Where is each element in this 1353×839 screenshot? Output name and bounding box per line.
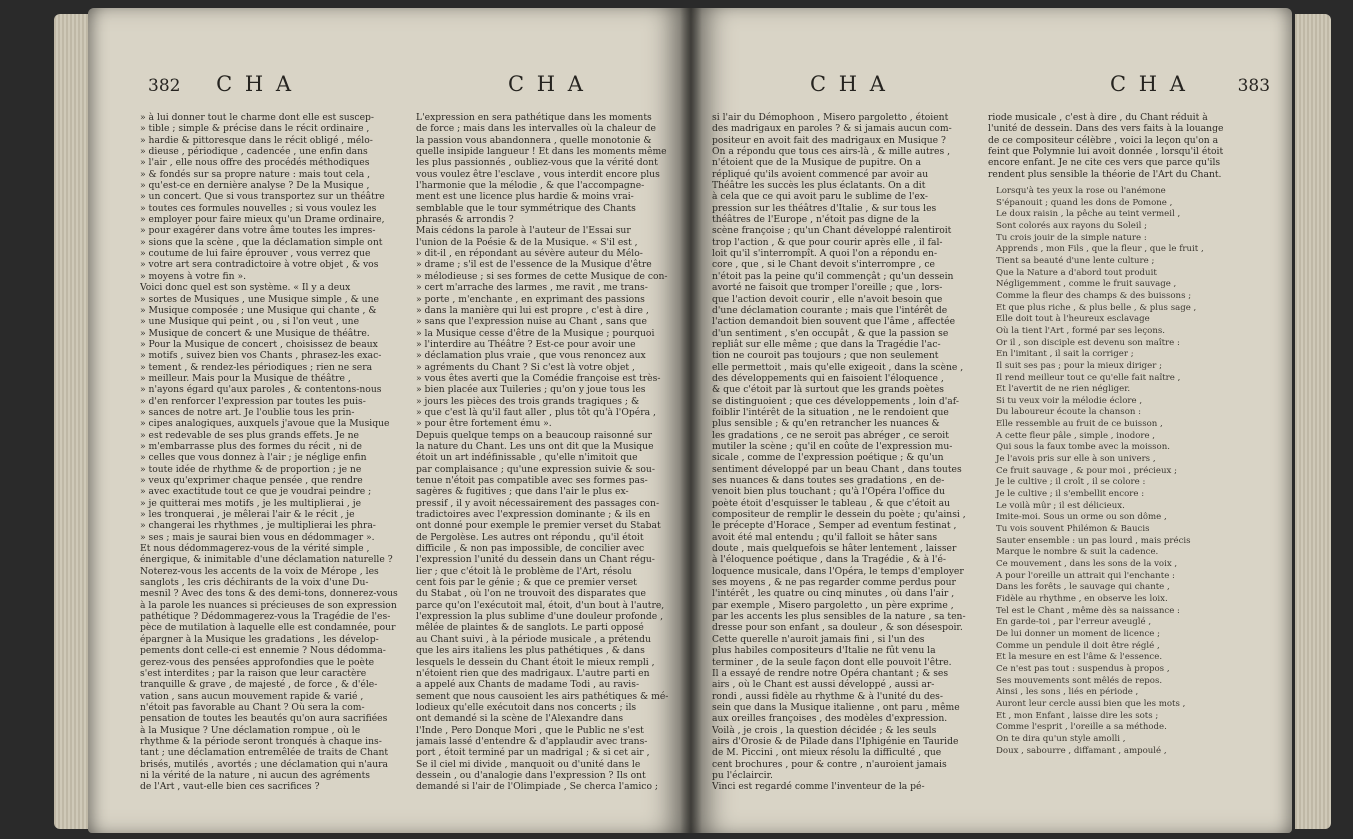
- text-line: quelle insipide langueur ! Et dans les moments même: [416, 146, 667, 158]
- left-page-edges: [54, 14, 90, 829]
- verse-line: Comme l'esprit , l'oreille a sa méthode.: [996, 722, 1167, 733]
- text-line: jamais lassé d'entendre & d'applaudir avec trans-: [416, 735, 648, 747]
- text-line: ment est une licence plus hardie & moins vrai-: [416, 191, 634, 203]
- text-line: rendent plus sensible la théorie de l'Art du Chant.: [988, 168, 1222, 180]
- text-line: » m'embarrasse plus des formes du récit , ni de: [140, 440, 362, 452]
- text-line: » un concert. Que si vous transportez sur un théâtre: [140, 191, 385, 203]
- text-line: gerez-vous des pensées approfondies que le poète: [140, 656, 375, 668]
- text-line: théâtres de l'Europe , n'étoit pas digne de la: [712, 214, 920, 226]
- left-column-1: [140, 112, 404, 793]
- verse-line: En garde-toi , par l'erreur aveuglé ,: [996, 617, 1152, 628]
- text-line: si l'air du Démophoon , Misero pargoletto , étoient: [712, 112, 949, 123]
- text-line: venoit bien plus touchant ; qu'à l'Opéra l'office du: [712, 486, 945, 498]
- text-line: avorté ne faisoit que tromper l'oreille ; que , lors-: [712, 282, 943, 294]
- text-line: » meilleur. Mais pour la Musique de théâtre ,: [140, 372, 351, 384]
- text-line: pensation de toutes les beautés qu'on aura sacrifiées: [140, 713, 388, 725]
- text-line: feint que Polymnie lui avoit donnée , lorsqu'il étoit: [988, 146, 1224, 158]
- text-line: rondi , aussi fidèle au rhythme & à l'unité du des-: [712, 690, 943, 702]
- text-line: Se il ciel mi divide , manquoit ou d'unité dans le: [416, 758, 641, 770]
- verse-line: Elle doit tout à l'heureux esclavage: [996, 314, 1150, 325]
- text-line: n'étoient rien que des madrigaux. L'autre parti en: [416, 667, 650, 679]
- text-line: se distinguoient ; que ces développements , loin d'af-: [712, 395, 959, 407]
- text-line: » hardie & pittoresque dans le récit obligé , mélo-: [140, 134, 373, 146]
- text-line: tant ; une déclamation entremêlée de traits de Chant: [140, 747, 389, 759]
- text-line: » avec exactitude tout ce que je voudrai peindre ;: [140, 486, 372, 498]
- text-line: riode musicale , c'est à dire , du Chant réduit à: [988, 112, 1208, 123]
- verse-line: Marque le nombre & suit la cadence.: [996, 547, 1159, 558]
- text-line: » moyens à votre fin ».: [140, 270, 247, 282]
- verse-line: Je le cultive ; il croît , il se colore :: [996, 477, 1146, 488]
- verse-line: Ce n'est pas tout : suspendus à propos ,: [996, 663, 1170, 674]
- text-line: » vous êtes averti que la Comédie françoise est très-: [416, 372, 661, 384]
- text-line: des développements qui en faisoient l'éloquence ,: [712, 372, 944, 384]
- text-line: poète étoit d'esquisser le tableau , & que c'étoit au: [712, 497, 950, 509]
- text-line: » Musique composée ; une Musique qui chante , &: [140, 304, 377, 316]
- text-line: » mélodieuse ; si ses formes de cette Musique de con-: [416, 270, 668, 282]
- verse-line: Or il , son disciple est devenu son maître :: [996, 337, 1180, 348]
- text-line: core , que , si le Chant devoit s'interrompre , ce: [712, 259, 935, 271]
- text-line: Théâtre les succès les plus éclatants. On a dit: [712, 180, 926, 192]
- open-book: [40, 0, 1325, 839]
- text-line: brisés, mutilés , avortés ; une déclamation qui n'aura: [140, 758, 389, 770]
- verse-line: Comme la fleur des champs & des buissons ;: [996, 290, 1192, 301]
- text-line: tradictoires avec l'expression dominante ; & ils en: [416, 509, 651, 521]
- text-line: » porte , m'enchante , en exprimant des passions: [416, 293, 645, 305]
- text-line: de M. Piccini , ont mieux résolu la difficulté , que: [712, 747, 942, 759]
- text-line: » & fondés sur sa propre nature : mais tout cela ,: [140, 168, 371, 180]
- verse-line: Apprends , mon Fils , que la fleur , que le fruit ,: [996, 244, 1204, 255]
- text-line: airs , où le Chant est aussi développé , aussi ar-: [712, 679, 935, 691]
- text-line: Voici donc quel est son système. « Il y a deux: [140, 282, 351, 294]
- text-line: ont donné pour exemple le premier verset du Stabat: [416, 520, 661, 532]
- text-line: les plus passionnés , oubliez-vous que la vérité dont: [416, 157, 658, 169]
- text-line: n'étoit pas favorable au Chant ? Où sera la com-: [140, 701, 365, 713]
- text-line: » est redevable de ses plus grands effets. Je ne: [140, 429, 359, 441]
- verse-line: Et , mon Enfant , laisse dire les sots ;: [996, 710, 1159, 721]
- verse-line: De lui donner un moment de licence ;: [996, 628, 1160, 639]
- text-line: » bien placée aux Tuileries ; qu'on y joue tous les: [416, 384, 646, 396]
- text-line: l'Inde , Pero Donque Mori , que le Public ne s'est: [416, 724, 644, 736]
- text-line: plus habiles compositeurs d'Italie ne fût venu la: [712, 645, 936, 657]
- verse-line: Ainsi , les sons , liés en période ,: [996, 687, 1139, 698]
- text-line: de Pergolèse. Les autres ont répondu , qu'il étoit: [416, 531, 644, 543]
- text-line: » je quitterai mes motifs , je les multiplierai , je: [140, 497, 362, 509]
- text-line: loit qu'il s'interrompît. A quoi l'on a répondu en-: [712, 248, 938, 260]
- text-line: pèce de mutilation à laquelle elle est condamnée, pour: [140, 622, 396, 634]
- text-line: » tement , & rendez-les périodiques ; rien ne sera: [140, 361, 373, 373]
- text-line: avoit été mal entendu ; qu'il falloit se hâter sans: [712, 531, 938, 543]
- text-line: à la Musique ? Une déclamation rompue , où le: [140, 724, 361, 736]
- text-line: terminer , de la seule façon dont elle pouvoit l'être.: [712, 656, 952, 668]
- text-line: » n'ayons égard qu'aux paroles , & contentons-nous: [140, 384, 382, 396]
- text-line: dresse pour son enfant , sa douleur , & son désespoir.: [712, 622, 963, 634]
- text-line: parce qu'on l'exécutoit mal, étoit, d'un bout à l'autre,: [416, 599, 665, 611]
- right-column-2-intro: [988, 112, 1262, 180]
- verse-line: Fidèle au rhythme , en observe les loix.: [996, 593, 1168, 604]
- verse-line: Qui sous la faux tombe avec la moisson.: [996, 442, 1170, 453]
- left-running-head-2-text: C H A: [508, 72, 586, 96]
- verse-line: Je le cultive ; il s'embellit encore :: [996, 489, 1145, 500]
- text-line: L'expression en sera pathétique dans les moments: [416, 112, 652, 123]
- text-line: Mais cédons la parole à l'auteur de l'Essai sur: [416, 225, 631, 237]
- text-line: de l'Art , vaut-elle bien ces sacrifices ?: [140, 781, 320, 793]
- text-line: Cette querelle n'auroit jamais fini , si l'un des: [712, 633, 925, 645]
- text-line: airs d'Orosie & de Pilade dans l'Iphigénie en Tauride: [712, 735, 959, 747]
- text-line: » changerai les rhythmes , je multiplierai les phra-: [140, 520, 376, 532]
- right-page-header: [1110, 72, 1270, 112]
- text-line: semblable que le tour symmétrique des Chants: [416, 202, 636, 214]
- text-line: » sions que la scène , que la déclamation simple ont: [140, 236, 383, 248]
- left-running-head: C H A: [216, 72, 295, 96]
- text-line: » Pour la Musique de concert , choisissez de beaux: [140, 338, 378, 350]
- text-line: vation , sans aucun mouvement rapide & varié ,: [140, 690, 364, 702]
- text-line: » tible ; simple & précise dans le récit ordinaire ,: [140, 123, 370, 135]
- text-line: Depuis quelque temps on a beaucoup raisonné sur: [416, 429, 653, 441]
- text-line: de ce compositeur célèbre , voici la leçon qu'on a: [988, 134, 1219, 146]
- text-line: les gradations , ce ne seroit pas abréger , ce seroit: [712, 429, 949, 441]
- text-line: On a répondu que tous ces airs-là , & mille autres ,: [712, 146, 951, 158]
- text-line: la passion vous abandonnera , quelle monotonie &: [416, 134, 652, 146]
- text-line: doute , mais quelquefois se hâter lentement , laisser: [712, 543, 957, 555]
- text-line: port , étoit terminé par un madrigal ; & si cet air ,: [416, 747, 650, 759]
- text-line: » dans la manière qui lui est propre , c'est à dire ,: [416, 304, 649, 316]
- text-line: par complaisance ; qu'une expression suivie & sou-: [416, 463, 655, 475]
- verse-line: Auront leur cercle aussi bien que les mots ,: [996, 698, 1186, 709]
- verse-line: Le doux raisin , la pêche au teint vermeil ,: [996, 209, 1181, 220]
- text-line: » dit-il , en répondant au sévère auteur du Mélo-: [416, 248, 643, 260]
- text-line: » une Musique qui peint , ou , si l'on veut , une: [140, 316, 360, 328]
- text-line: Voilà , je crois , la question décidée ; & les seuls: [712, 724, 937, 736]
- text-line: phrasés & arrondis ?: [416, 214, 514, 226]
- verse-line: Doux , sabourre , diffamant , ampoulé ,: [996, 745, 1167, 756]
- verse-line: Où la tient l'Art , formé par ses leçons.: [996, 325, 1166, 336]
- verse-line: Dans les forêts , le sauvage qui chante ,: [996, 582, 1170, 593]
- text-line: des madrigaux en paroles ? & si jamais aucun com-: [712, 123, 952, 135]
- text-line: lodieux qu'elle exécutoit dans nos concerts ; ils: [416, 701, 637, 713]
- text-line: » dieuse , périodique , cadencée , une enfin dans: [140, 146, 368, 158]
- text-line: » jours les pièces des trois grands tragiques ; &: [416, 395, 640, 407]
- verse-line: Ses mouvements sont mêlés de repos.: [996, 675, 1163, 686]
- verse-line: Sont colorés aux rayons du Soleil ;: [996, 220, 1147, 231]
- text-line: » pour exagérer dans votre âme toutes les impres-: [140, 225, 376, 237]
- text-line: cent brochures , pour & contre , n'auroient jamais: [712, 758, 947, 770]
- text-line: l'unité de dessein. Dans des vers faits à la louange: [988, 123, 1224, 135]
- verse-line: Il suit ses pas ; pour la mieux diriger ;: [996, 360, 1162, 371]
- verse-line: Tel est le Chant , même dès sa naissance :: [996, 605, 1180, 616]
- text-line: » coutume de lui faire éprouver , vous verrez que: [140, 248, 371, 260]
- text-line: du Stabat , où l'on ne trouvoit des disparates que: [416, 588, 646, 600]
- text-line: encore enfant. Je ne cite ces vers que parce qu'ils: [988, 157, 1221, 169]
- text-line: dessein , ou d'analogie dans l'expression ? Ils ont: [416, 769, 646, 781]
- text-line: rhythme & la période seront tronqués à chaque ins-: [140, 735, 382, 747]
- text-line: » sans que l'expression nuise au Chant , sans que: [416, 316, 647, 328]
- verse-line: Et l'avertit de ne rien négliger.: [996, 384, 1131, 395]
- text-line: positeur en avoit fait des madrigaux en Musique ?: [712, 134, 946, 146]
- text-line: » les tronquerai , je mêlerai l'air & le récit , je: [140, 509, 355, 521]
- text-line: » d'en renforcer l'expression par toutes les puis-: [140, 395, 366, 407]
- verse-line: Sauter ensemble : un pas lourd , mais précis: [996, 535, 1191, 546]
- right-running-head-2: C H A: [1110, 72, 1188, 96]
- text-line: Vinci est regardé comme l'inventeur de la pé-: [712, 781, 925, 793]
- text-line: sicale , comme de l'expression poétique ; & qu'un: [712, 452, 944, 464]
- left-running-head-2: [508, 72, 586, 112]
- text-line: » pour être fortement ému ».: [416, 418, 552, 430]
- text-line: » ses ; mais je saurai bien vous en dédommager ».: [140, 531, 375, 543]
- text-line: s'est interdites ; par la raison que leur caractère: [140, 667, 367, 679]
- text-line: lesquels le dessein du Chant étoit le mieux rempli ,: [416, 656, 655, 668]
- text-line: répliqué qu'ils avoient commencé par avoir au: [712, 168, 929, 180]
- text-line: lier ; que c'étoit là le problème de l'Art, résolu: [416, 565, 632, 577]
- text-line: n'étoient que de la Musique de pupitre. On a: [712, 157, 921, 169]
- text-line: tion ne couroit pas toujours ; que non seulement: [712, 350, 939, 362]
- verse-line: A cette fleur pâle , simple , inodore ,: [996, 430, 1156, 441]
- text-line: Noterez-vous les accents de la voix de Mérope , les: [140, 565, 379, 577]
- text-line: sentiment développé par un beau Chant , dans toutes: [712, 463, 962, 475]
- text-line: mesnil ? Avec des tons & des demi-tons, donnerez-vous: [140, 588, 398, 600]
- text-line: l'harmonie que la mélodie , & que l'accompagne-: [416, 180, 645, 192]
- text-line: elle permettoit , mais qu'elle exigeoit , dans la scène ,: [712, 361, 964, 373]
- text-line: » cipes analogiques, auxquels j'avoue que la Musique: [140, 418, 390, 430]
- left-page-number: 382: [148, 76, 181, 96]
- right-page-number: 383: [1237, 76, 1271, 96]
- text-line: étoit un art indéfinissable , qu'elle n'imitoit que: [416, 452, 638, 464]
- text-line: » que c'est là qu'il faut aller , plus tôt qu'à l'Opéra ,: [416, 406, 656, 418]
- text-line: de force ; mais dans les intervalles où la chaleur de: [416, 123, 656, 135]
- text-line: pressif , il y avoit nécessairement des passages con-: [416, 497, 660, 509]
- left-column-2: [416, 112, 674, 793]
- verse-line: Si tu veux voir la mélodie éclore ,: [996, 395, 1143, 406]
- text-line: l'union de la Poésie & de la Musique. « S'il est ,: [416, 236, 638, 248]
- text-line: » l'interdire au Théâtre ? Est-ce pour avoir une: [416, 338, 636, 350]
- text-line: sanglots , les cris déchirants de la voix d'une Du-: [140, 577, 369, 589]
- text-line: mutiler la scène ; qu'il en coûte de l'expression mu-: [712, 440, 953, 452]
- text-line: plus sensible ; & qu'en retrancher les nuances &: [712, 418, 940, 430]
- text-line: ont demandé si la scène de l'Alexandre dans: [416, 713, 624, 725]
- text-line: & que c'étoit par là surtout que les grands poètes: [712, 384, 944, 396]
- text-line: » votre art sera contradictoire à votre objet , & vos: [140, 259, 379, 271]
- text-line: loquence musicale, dans l'Opéra, le temps d'employer: [712, 565, 964, 577]
- right-running-head-text: C H A: [810, 72, 888, 96]
- right-running-head: [810, 72, 888, 112]
- verse-line: Imite-moi. Sous un orme ou son dôme ,: [996, 512, 1167, 523]
- verse-line: S'épanouit ; quand les dons de Pomone ,: [996, 197, 1173, 208]
- text-line: sein que dans la Musique italienne , ont paru , même: [712, 701, 960, 713]
- verse-line: Tu vois souvent Philémon & Baucis: [996, 524, 1150, 535]
- text-line: repliât sur elle même ; que dans la Tragédie l'ac-: [712, 338, 941, 350]
- verse-line: Elle ressemble au fruit de ce buisson ,: [996, 419, 1163, 430]
- verse-line: Du laboureur écoute la chanson :: [996, 407, 1142, 418]
- text-line: » toute idée de rhythme & de proportion ; je ne: [140, 463, 362, 475]
- text-line: que l'action devoit courir , elle n'avoit besoin que: [712, 293, 943, 305]
- text-line: tranquille & grave , de majesté , de force , & d'éle-: [140, 679, 378, 691]
- text-line: mêlée de plaintes & de sanglots. Le parti opposé: [416, 622, 644, 634]
- text-line: n'étoit pas la peine qu'il commençât ; qu'un dessein: [712, 270, 954, 282]
- text-line: vous voulez être l'esclave , vous interdit encore plus: [416, 168, 660, 180]
- text-line: par les accents les plus sensibles de la nature , sa ten-: [712, 611, 966, 623]
- text-line: épargner à la Musique les gradations , les dévelop-: [140, 633, 379, 645]
- text-line: » qu'est-ce en dernière analyse ? De la Musique ,: [140, 180, 370, 192]
- text-line: pu l'éclaircir.: [712, 769, 773, 781]
- right-page-edges: [1295, 14, 1331, 829]
- text-line: aux oreilles françoises , des modèles d'expression.: [712, 713, 948, 725]
- verse-line: Lorsqu'à tes yeux la rose ou l'anémone: [996, 186, 1166, 196]
- text-line: » employer pour faire mieux qu'un Drame ordinaire,: [140, 214, 385, 226]
- text-line: tenue n'étoit pas compatible avec ses formes pas-: [416, 475, 648, 486]
- verse-line: A pour l'oreille un attrait qui l'enchante :: [996, 570, 1175, 581]
- text-line: au Chant suivi , à la période musicale , a prétendu: [416, 633, 651, 645]
- text-line: l'action demandoit bien souvent que l'âme , affectée: [712, 316, 956, 328]
- text-line: à l'éloquence poétique , dans la Tragédie , & à l'é-: [712, 554, 946, 566]
- text-line: à cela que ce qui avoit paru le sublime de l'ex-: [712, 191, 928, 203]
- text-line: que les airs italiens les plus pathétiques , & dans: [416, 645, 645, 657]
- text-line: trop l'action , & que pour courir après elle , il fal-: [712, 236, 943, 248]
- text-line: difficile , & non pas impossible, de concilier avec: [416, 543, 645, 555]
- text-line: à la parole les nuances si précieuses de son expression: [140, 599, 397, 611]
- text-line: le précepte d'Horace , Semper ad eventum festinat ,: [712, 520, 957, 532]
- text-line: Et nous dédommagerez-vous de la vérité simple ,: [140, 543, 370, 555]
- verse-line: Il rend meilleur tout ce qu'elle fait naître ,: [996, 372, 1181, 383]
- right-column-1: [712, 112, 974, 793]
- text-line: » sortes de Musiques , une Musique simple , & une: [140, 293, 379, 305]
- verse-line: Que la Nature a d'abord tout produit: [996, 267, 1157, 278]
- verse-line: Le voilà mûr ; il est délicieux.: [996, 500, 1125, 511]
- text-line: l'expression l'unité du dessein dans un Chant régu-: [416, 554, 655, 566]
- text-line: » sances de notre art. Je l'oublie tous les prin-: [140, 406, 355, 418]
- text-line: sagères & fugitives ; que dans l'air le plus ex-: [416, 486, 629, 498]
- text-line: ses moyens , & ne pas regarder comme perdus pour: [712, 577, 956, 589]
- text-line: l'intérêt , les quatre ou cinq minutes , où dans l'air ,: [712, 588, 955, 600]
- text-line: d'un sentiment , s'en occupât , & que la passion se: [712, 327, 949, 339]
- left-page: [88, 8, 690, 833]
- text-line: l'expression la plus sublime d'une douleur profonde ,: [416, 611, 664, 623]
- text-line: par exemple , Misero pargoletto , un père exprime ,: [712, 599, 954, 611]
- text-line: » Musique de concert & une Musique de théâtre.: [140, 327, 370, 339]
- verse-line: Ce fruit sauvage , & pour moi , précieux ;: [996, 465, 1178, 476]
- verse-line: Et la mesure en est l'âme & l'essence.: [996, 652, 1163, 663]
- text-line: » agréments du Chant ? Si c'est là votre objet ,: [416, 361, 635, 373]
- text-line: compositeur de remplir le dessein du poète ; qu'ainsi ,: [712, 509, 966, 521]
- text-line: » déclamation plus vraie , que vous renoncez aux: [416, 350, 646, 362]
- text-line: pements dont celle-ci est ennemie ? Nous dédomma-: [140, 645, 386, 657]
- left-page-header: [148, 72, 294, 112]
- text-line: » à lui donner tout le charme dont elle est suscep-: [140, 112, 374, 123]
- text-line: ni la vérité de la nature , ni aucun des agréments: [140, 769, 370, 781]
- text-line: » toutes ces formules nouvelles ; si vous voulez les: [140, 202, 377, 214]
- text-line: ses nuances & dans toutes ses gradations , en de-: [712, 475, 945, 486]
- text-line: cent fois par le génie ; & que ce premier verset: [416, 577, 637, 589]
- text-line: sement que nous causoient les airs pathétiques & mé-: [416, 690, 669, 702]
- verse-line: On te dira qu'un style amolli ,: [996, 733, 1126, 744]
- text-line: » drame ; s'il est de l'essence de la Musique d'être: [416, 259, 652, 271]
- text-line: a appelé aux Chants de madame Todi , au ravis-: [416, 679, 640, 691]
- right-page: [690, 8, 1292, 833]
- text-line: » motifs , suivez bien vos Chants , phrasez-les exac-: [140, 350, 382, 362]
- text-line: d'une déclamation courante ; mais que l'intérêt de: [712, 304, 948, 316]
- text-line: » cert m'arrache des larmes , me ravit , me trans-: [416, 282, 648, 294]
- right-column-2-verses: [996, 186, 1262, 757]
- text-line: Il a essayé de rendre notre Opéra chantant ; & ses: [712, 667, 949, 679]
- text-line: » veux qu'exprimer chaque pensée , que rendre: [140, 475, 363, 486]
- text-line: demandé si l'air de l'Olimpiade , Se cherca l'amico ;: [416, 781, 659, 793]
- verse-line: Ce mouvement , dans les sons de la voix ,: [996, 559, 1178, 569]
- text-line: » celles que vous donnez à l'air ; je néglige enfin: [140, 452, 367, 464]
- book-gutter: [680, 8, 702, 833]
- text-line: la nature du Chant. Les uns ont dit que la Musique: [416, 440, 654, 452]
- verse-line: Je l'avois pris sur elle à son univers ,: [996, 454, 1156, 465]
- text-line: » l'air , elle nous offre des procédés méthodiques: [140, 157, 370, 169]
- verse-line: Et que plus riche , & plus belle , & plus sage ,: [996, 302, 1197, 313]
- text-line: pression sur les théâtres d'Italie , & sur tous les: [712, 202, 937, 214]
- text-line: » la Musique cesse d'être de la Musique ; pourquoi: [416, 327, 655, 339]
- verse-line: Négligemment , comme le fruit sauvage ,: [996, 279, 1177, 290]
- verse-line: Tu crois jouir de la simple nature :: [996, 232, 1147, 243]
- text-line: énergique, & inimitable d'une déclamation naturelle ?: [140, 554, 393, 566]
- text-line: scène françoise ; qu'un Chant développé ralentiroit: [712, 225, 952, 237]
- verse-line: En l'imitant , il sait la corriger ;: [996, 349, 1134, 360]
- text-line: pathétique ? Dédommagerez-vous la Tragédie de l'es-: [140, 611, 391, 623]
- verse-line: Comme un pendule il doit être réglé ,: [996, 640, 1160, 651]
- text-line: foiblir l'intérêt de la situation , ne le rendoient que: [712, 406, 949, 418]
- verse-line: Tient sa beauté d'une lente culture ;: [996, 255, 1155, 266]
